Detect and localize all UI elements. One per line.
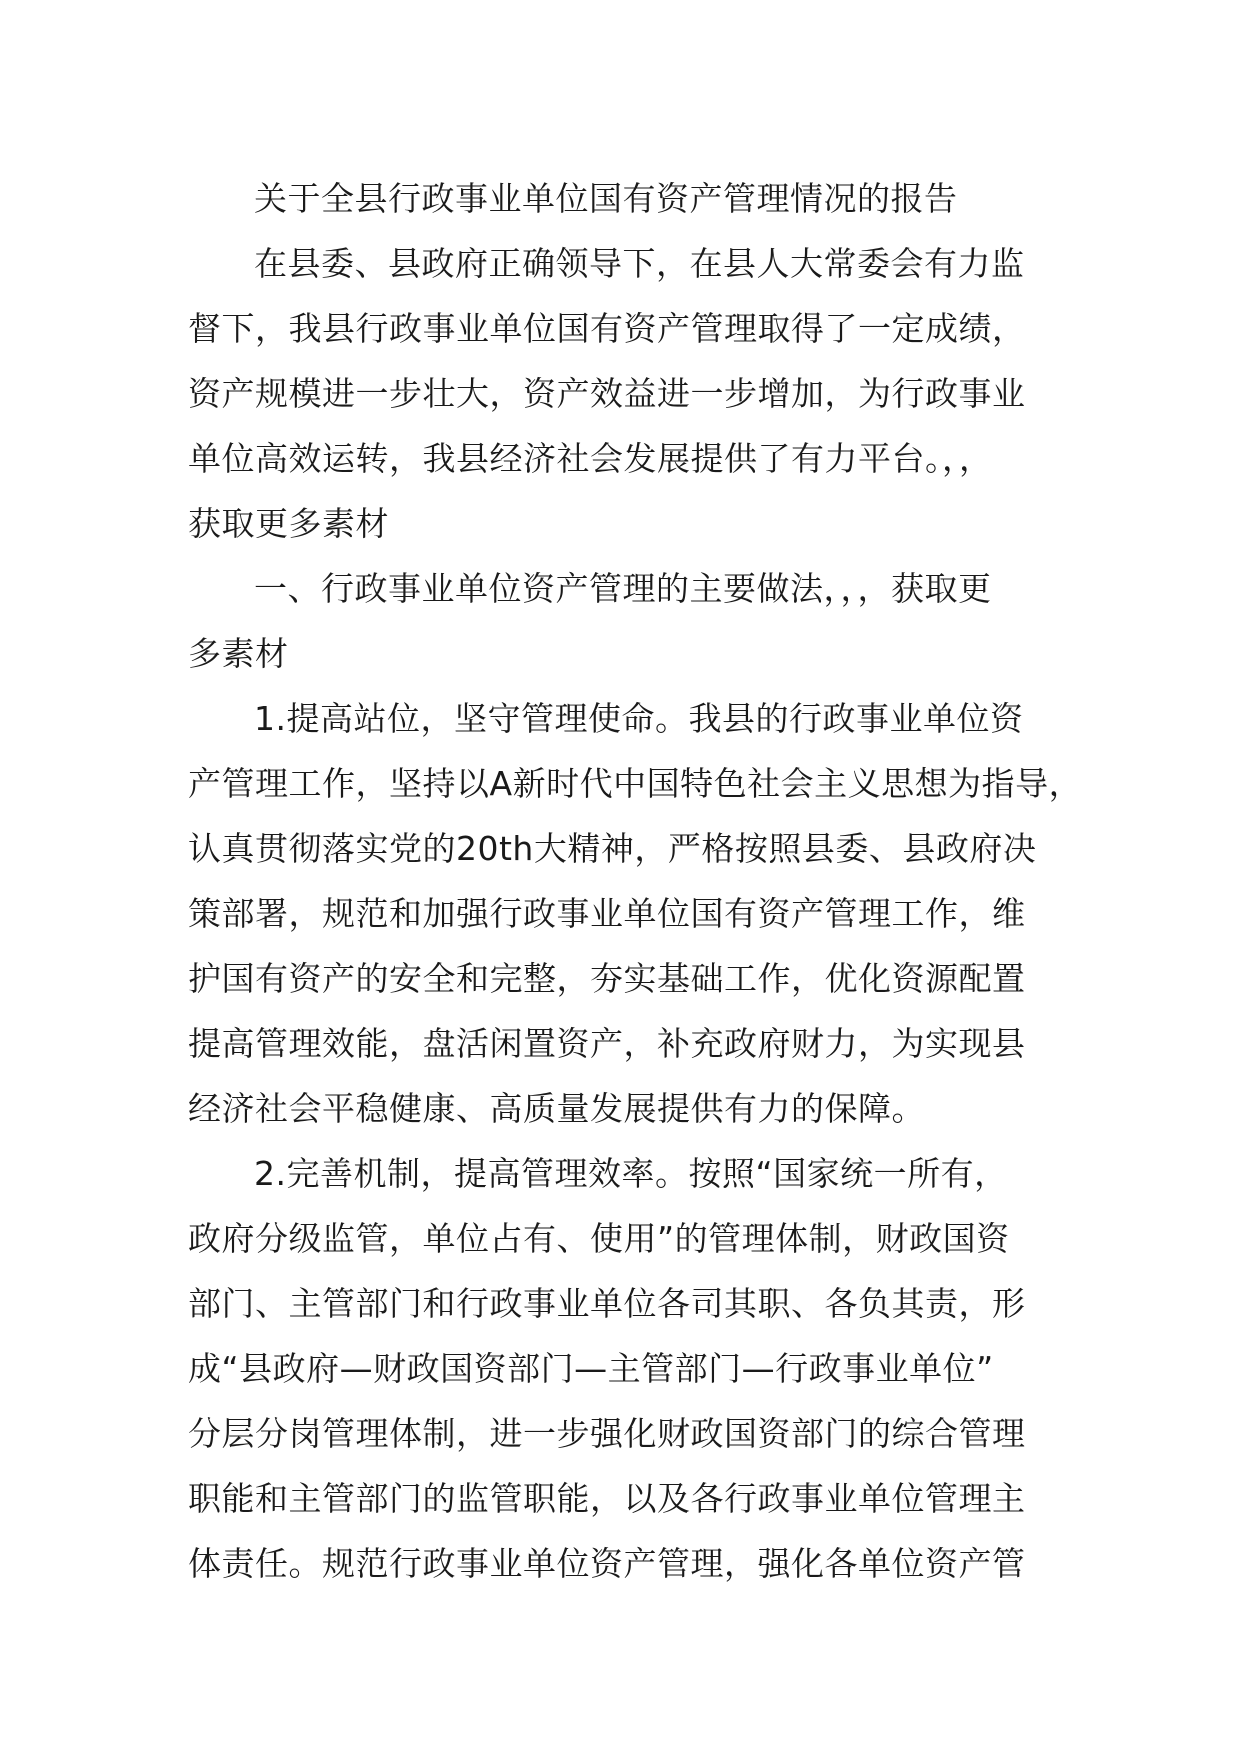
body-line: 督下，我县行政事业单位国有资产管理取得了一定成绩， (188, 309, 1026, 348)
paragraph-1-start: 1.提高站位，坚守管理使命。我县的行政事业单位资 (254, 699, 1024, 738)
body-line: 成“县政府—财政国资部门—主管部门—行政事业单位” (188, 1349, 994, 1388)
body-line: 职能和主管部门的监管职能，以及各行政事业单位管理主 (188, 1479, 1026, 1518)
document-title: 关于全县行政事业单位国有资产管理情况的报告 (254, 179, 958, 218)
body-line: 资产规模进一步壮大，资产效益进一步增加，为行政事业 (188, 374, 1026, 413)
body-line: 在县委、县政府正确领导下，在县人大常委会有力监 (254, 244, 1025, 283)
body-line: 获取更多素材 (188, 504, 389, 543)
paragraph-2-start: 2.完善机制，提高管理效率。按照“国家统一所有， (254, 1154, 1008, 1193)
body-line: 单位高效运转，我县经济社会发展提供了有力平台。，， (188, 439, 993, 478)
body-line: 认真贯彻落实党的20th大精神，严格按照县委、县政府决 (188, 829, 1037, 868)
body-line: 部门、主管部门和行政事业单位各司其职、各负其责，形 (188, 1284, 1026, 1323)
section-heading: 一、行政事业单位资产管理的主要做法，，，获取更 (254, 569, 992, 608)
document-body (188, 166, 1083, 1596)
body-line: 护国有资产的安全和完整，夯实基础工作，优化资源配置 (188, 959, 1026, 998)
body-line: 体责任。规范行政事业单位资产管理，强化各单位资产管 (188, 1544, 1026, 1583)
body-line: 产管理工作，坚持以A新时代中国特色社会主义思想为指导， (188, 764, 1083, 803)
body-line: 多素材 (188, 634, 289, 673)
body-line: 经济社会平稳健康、高质量发展提供有力的保障。 (188, 1089, 925, 1128)
body-line: 分层分岗管理体制，进一步强化财政国资部门的综合管理 (188, 1414, 1026, 1453)
body-line: 政府分级监管，单位占有、使用”的管理体制，财政国资 (188, 1219, 1010, 1258)
body-line: 提高管理效能，盘活闲置资产，补充政府财力，为实现县 (188, 1024, 1026, 1063)
body-line: 策部署，规范和加强行政事业单位国有资产管理工作，维 (188, 894, 1026, 933)
